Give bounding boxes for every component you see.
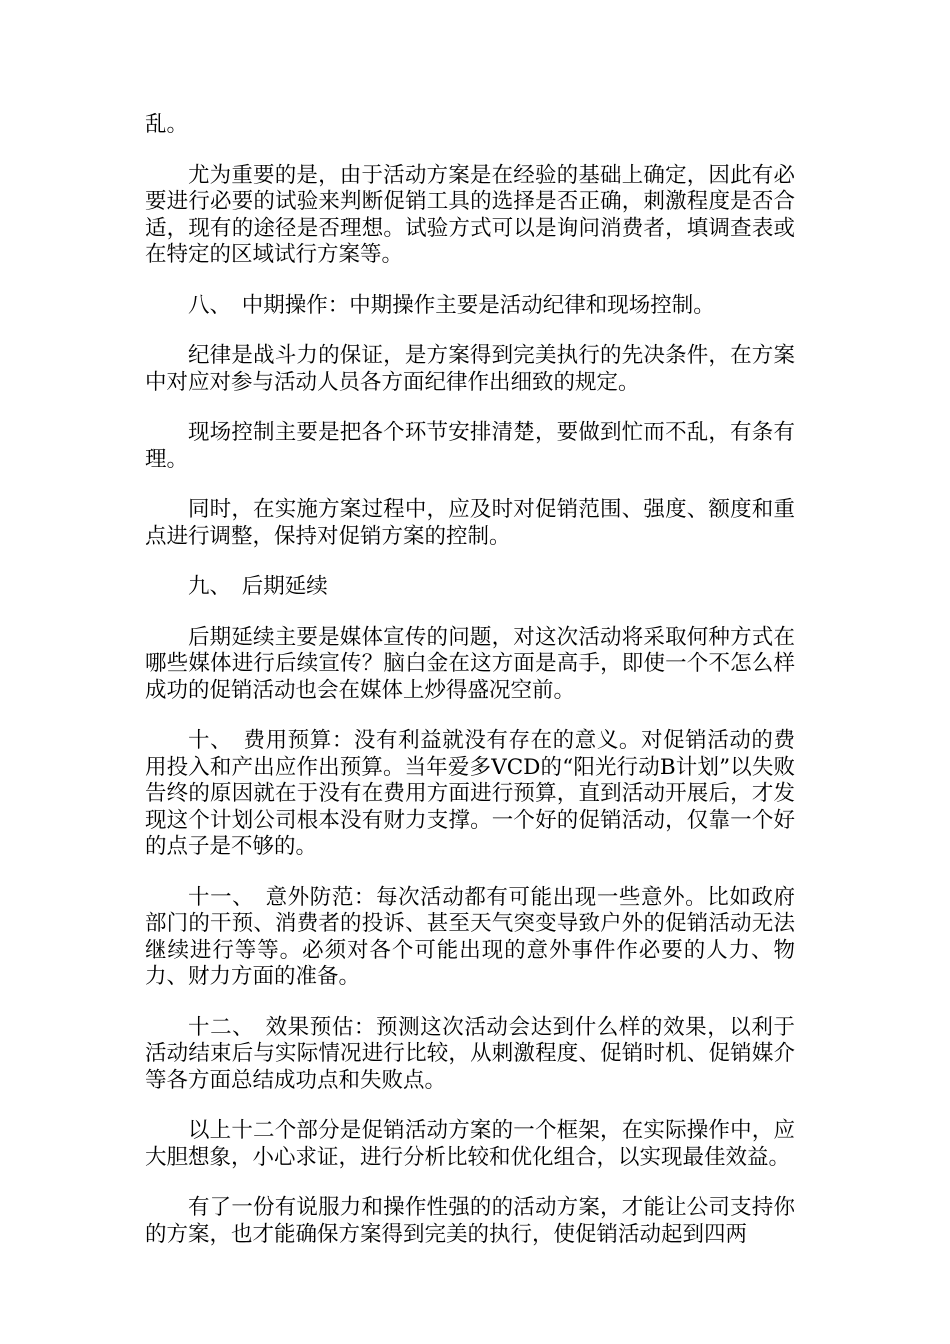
document-page bbox=[145, 112, 817, 1272]
section-effect-estimate: 十二、 效果预估：预测这次活动会达到什么样的效果，以利于活动结束后与实际情况进行比较，从刺激程度、促销时机、促销媒介等各方面总结成功点和失败点。 bbox=[145, 1014, 795, 1093]
paragraph-adjustment: 同时，在实施方案过程中，应及时对促销范围、强度、额度和重点进行调整，保持对促销方案的控制。 bbox=[145, 497, 795, 549]
paragraph-continuation: 乱。 bbox=[145, 112, 189, 137]
paragraph-conclusion: 有了一份有说服力和操作性强的的活动方案，才能让公司支持你的方案，也才能确保方案得到完美的执行，使促销活动起到四两 bbox=[145, 1195, 795, 1247]
section-heading-mid-term-operation: 八、 中期操作：中期操作主要是活动纪律和现场控制。 bbox=[188, 292, 715, 318]
section-heading-follow-up: 九、 后期延续 bbox=[188, 574, 328, 599]
paragraph-site-control: 现场控制主要是把各个环节安排清楚，要做到忙而不乱，有条有理。 bbox=[145, 420, 795, 472]
section-budget: 十、 费用预算：没有利益就没有存在的意义。对促销活动的费用投入和产出应作出预算。当年爱多VCD的“阳光行动B计划”以失败告终的原因就在于没有在费用方面进行预算，直到活动开展后，才发现这个计划公司根本没有财力支撑。一个好的促销活动，仅靠一个好的点子是不够的。 bbox=[145, 728, 795, 859]
paragraph-summary: 以上十二个部分是促销活动方案的一个框架，在实际操作中，应大胆想象，小心求证，进行分析比较和优化组合，以实现最佳效益。 bbox=[145, 1118, 795, 1170]
section-contingency: 十一、 意外防范：每次活动都有可能出现一些意外。比如政府部门的干预、消费者的投诉、甚至天气突变导致户外的促销活动无法继续进行等等。必须对各个可能出现的意外事件作必要的人力、物 力、财力方面的准备。 bbox=[145, 884, 817, 989]
paragraph-experiment: 尤为重要的是，由于活动方案是在经验的基础上确定，因此有必要进行必要的试验来判断促销工具的选择是否正确，刺激程度是否合适，现有的途径是否理想。试验方式可以是询问消费者，填调查表或在特定的区域试行方案等。 bbox=[145, 162, 795, 267]
paragraph-media-publicity: 后期延续主要是媒体宣传的问题，对这次活动将采取何种方式在哪些媒体进行后续宣传？脑白金在这方面是高手，即使一个不怎么样成功的促销活动也会在媒体上炒得盛况空前。 bbox=[145, 624, 795, 703]
paragraph-discipline: 纪律是战斗力的保证，是方案得到完美执行的先决条件，在方案中对应对参与活动人员各方面纪律作出细致的规定。 bbox=[145, 343, 795, 395]
